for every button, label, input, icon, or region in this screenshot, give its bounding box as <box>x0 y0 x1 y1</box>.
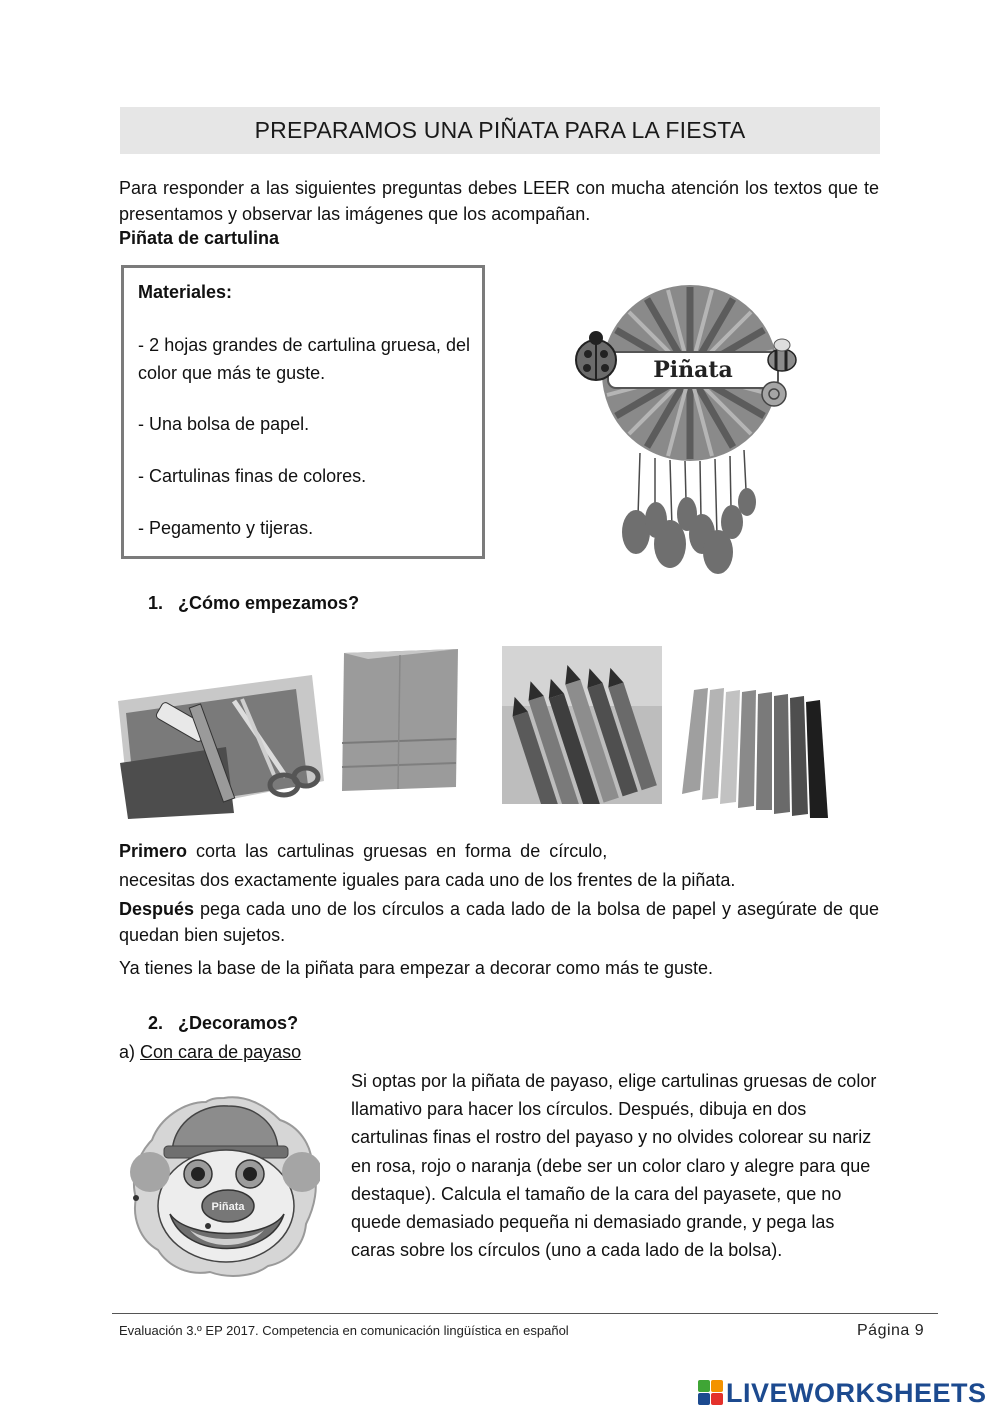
brand-name: LIVEWORKSHEETS <box>726 1377 987 1408</box>
question-2-text: ¿Decoramos? <box>178 1013 299 1033</box>
materials-item: - Pegamento y tijeras. <box>138 518 314 538</box>
page-title-text: PREPARAMOS UNA PIÑATA PARA LA FIESTA <box>254 117 746 143</box>
question-1-number: 1. <box>148 593 164 613</box>
clown-illustration <box>128 1090 320 1280</box>
question-2 <box>148 1013 298 1034</box>
pinata-illustration <box>560 278 820 583</box>
cardboard-scissors-glue-photo <box>116 673 326 819</box>
liveworksheets-logo-icon <box>698 1380 724 1406</box>
pinata-label: Piñata <box>653 357 733 383</box>
materials-item: - Una bolsa de papel. <box>138 414 310 434</box>
paper-streamers-photo <box>680 682 835 820</box>
liveworksheets-brand[interactable] <box>698 1378 987 1408</box>
markers-photo <box>502 646 662 804</box>
step-then-text: pega cada uno de los círculos a cada lado de la bolsa de papel y asegúrate de que quedan bien sujetos. <box>119 899 879 945</box>
intro-paragraph: Para responder a las siguientes preguntas debes LEER con mucha atención los textos que te presentamos y observar las imágenes que los acompañan. <box>119 178 879 224</box>
step-first-line2: necesitas dos exactamente iguales para cada uno de los frentes de la piñata. <box>119 870 736 890</box>
page-title <box>120 107 880 154</box>
step-first-bold: Primero <box>119 841 188 861</box>
materials-heading: Materiales: <box>138 282 233 302</box>
step-first-line <box>119 838 879 864</box>
question-2-number: 2. <box>148 1013 164 1033</box>
option-a-heading <box>119 1039 301 1065</box>
footer-left-text: Evaluación 3.º EP 2017. Competencia en comunicación lingüística en español <box>119 1323 569 1338</box>
step-then <box>119 896 879 948</box>
option-a-text: Si optas por la piñata de payaso, elige cartulinas gruesas de color llamativo para hacer los círculos. Después, dibuja en dos cartulinas finas el rostro del payaso y no olvides colorear su nariz en rosa, rojo o naranja (debe ser un color claro y alegre para que destaque). Calcula el tamaño de la cara del payasete, que no quede demasiado pequeña ni demasiado grande, y pega las caras sobre los círculos (uno a cada lado de la bolsa). <box>351 1071 877 1261</box>
section-subtitle: Piñata de cartulina <box>119 228 280 248</box>
clown-label: Piñata <box>211 1201 245 1213</box>
option-a-prefix: a) <box>119 1042 136 1062</box>
question-1 <box>148 593 359 614</box>
option-a-label: Con cara de payaso <box>140 1042 302 1062</box>
materials-item: - Cartulinas finas de colores. <box>138 466 367 486</box>
question-1-text: ¿Cómo empezamos? <box>178 593 360 613</box>
step-then-bold: Después <box>119 899 195 919</box>
materials-box <box>121 265 485 559</box>
step-first-text: corta las cartulinas gruesas en forma de círculo, <box>196 841 608 861</box>
materials-item: - 2 hojas grandes de cartulina gruesa, del color que más te guste. <box>138 335 470 383</box>
step-final: Ya tienes la base de la piñata para empezar a decorar como más te guste. <box>119 958 714 978</box>
footer-page-number: Página 9 <box>857 1322 925 1339</box>
footer-divider <box>112 1313 938 1314</box>
paper-bag-photo <box>338 647 463 792</box>
